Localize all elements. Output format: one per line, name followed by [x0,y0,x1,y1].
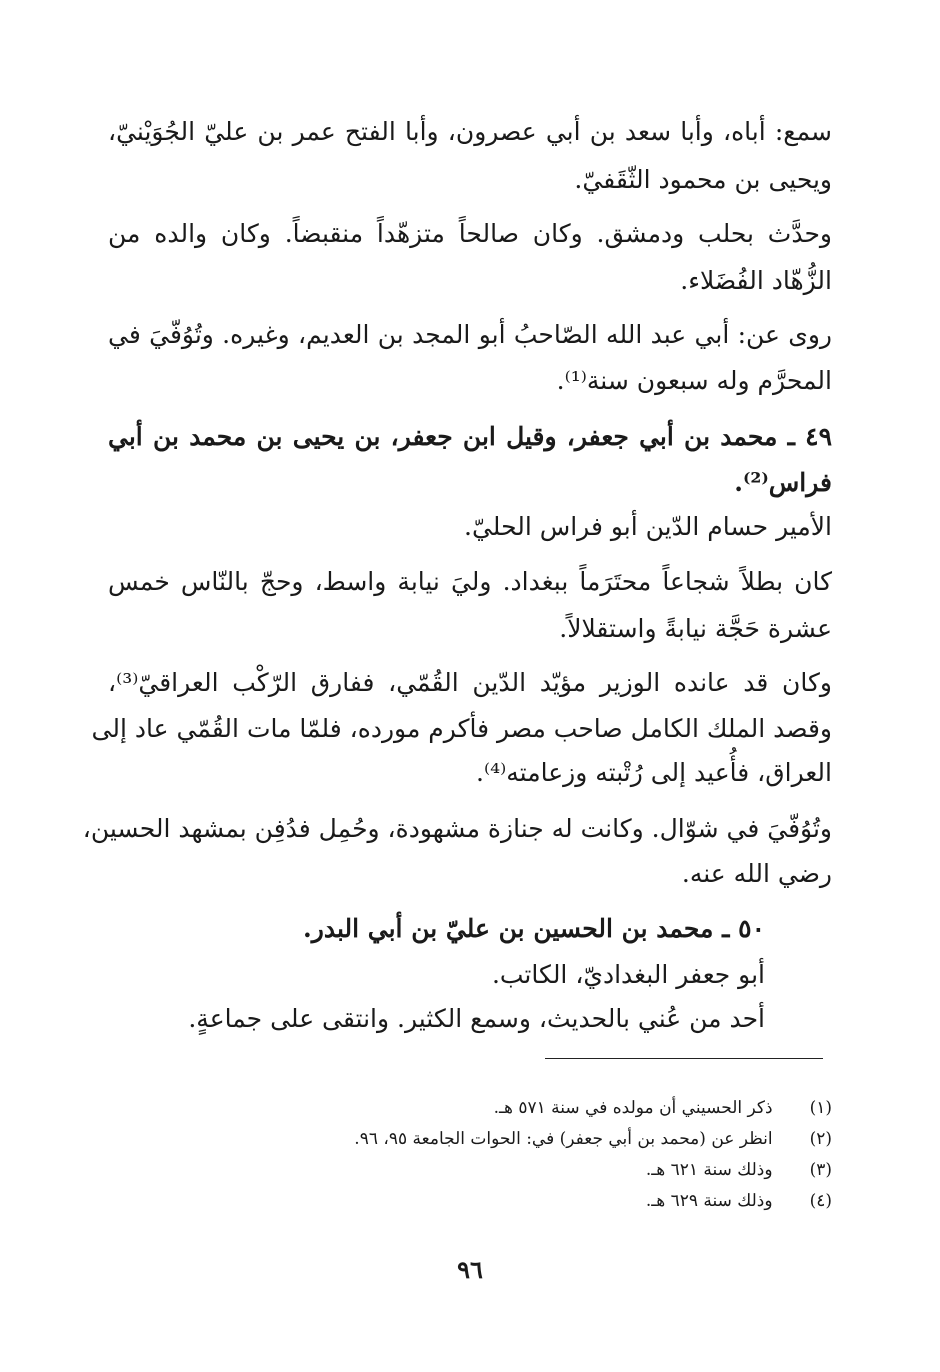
text-line: روى عن: أبي عبد الله الصّاحبُ أبو المجد بن العديم، وغيره. وتُوُفّيَ في [108,320,832,349]
footnote-text: ذكر الحسيني أن مولده في سنة ٥٧١ هـ. [493,1098,773,1118]
footnote [646,1189,832,1213]
text-line: وكان قد عانده الوزير مؤيّد الدّين القُمّي، ففارق الرّكْب العراقيّ⁽³⁾، [108,668,832,697]
text-line: العراق، فأُعيد إلى رُتْبته وزعامته⁽⁴⁾. [476,758,832,787]
footnote [494,1096,832,1120]
footnote [646,1158,832,1182]
text-line: عشرة حَجَّة نيابةً واستقلالاً. [559,614,832,643]
footnote-number: (٣) [809,1160,832,1180]
text-line: أحد من عُني بالحديث، وسمع الكثير. وانتقى على جماعةٍ. [188,1004,765,1033]
entry-heading: ٥٠ ـ محمد بن الحسين بن عليّ بن أبي البدر. [303,914,765,943]
text-line: أبو جعفر البغداديّ، الكاتب. [491,960,765,989]
text-line: رضي الله عنه. [681,859,832,888]
text-line: المحرَّم وله سبعون سنة⁽¹⁾. [556,366,832,395]
footnote-text: وذلك سنة ٦٢٩ هـ. [645,1191,773,1211]
footnote [354,1127,832,1151]
entry-heading: فراس⁽²⁾. [734,468,832,497]
text-line: وحدَّث بحلب ودمشق. وكان صالحاً متزهّداً منقبضاً. وكان والده من [108,219,832,248]
text-line: وقصد الملك الكامل صاحب مصر فأكرم مورده، فلمّا مات القُمّي عاد إلى [91,714,832,743]
text-line: سمع: أباه، وأبا سعد بن أبي عصرون، وأبا الفتح عمر بن عليّ الجُوَيْنيّ، [108,117,832,146]
text-line: الزُّهّاد الفُضَلاء. [680,266,832,295]
footnote-number: (٢) [809,1129,832,1149]
text-line: كان بطلاً شجاعاً محتَرَماً ببغداد. وليَ نيابة واسط، وحجّ بالنّاس خمس [108,567,832,596]
footnote-number: (٤) [809,1191,832,1211]
text-line: وتُوُفّيَ في شوّال. وكانت له جنازة مشهودة، وحُمِل فدُفِن بمشهد الحسين، [82,814,832,843]
footnote-text: انظر عن (محمد بن أبي جعفر) في: الحوات الجامعة ٩٥، ٩٦. [354,1129,773,1149]
footnote-separator [545,1058,823,1059]
text-line: ويحيى بن محمود الثّقَفيّ. [574,165,832,194]
entry-heading: ٤٩ ـ محمد بن أبي جعفر، وقيل ابن جعفر، بن يحيى بن محمد بن أبي [108,422,832,451]
footnote-text: وذلك سنة ٦٢١ هـ. [645,1160,773,1180]
text-line: الأمير حسام الدّين أبو فراس الحليّ. [464,512,832,541]
page-number: ٩٦ [457,1255,483,1284]
footnote-number: (١) [809,1098,832,1118]
